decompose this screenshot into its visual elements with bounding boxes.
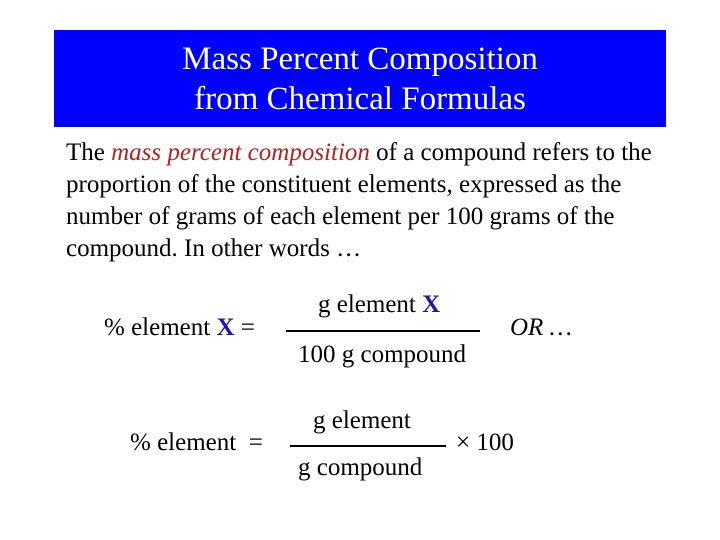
formula1-or: OR … [510,314,572,341]
formula2-multiplier: × 100 [456,429,514,456]
slide-title [54,30,666,127]
paragraph-pre: The [66,139,112,166]
paragraph-post: of a compound refers to the proportion of the constituent elements, expressed as the number of grams of each element per 100 grams of the compound. In other words … [66,139,652,262]
formula1-lhs-var: X [216,314,235,341]
formula1-numerator [318,290,440,320]
formula2-numerator: g element [313,407,411,434]
formula1-lhs-prefix: % element [104,314,217,341]
title-line-2: from Chemical Formulas [194,80,526,117]
formula1-fraction-bar [286,330,480,332]
formula1-lhs-eq: = [234,314,255,341]
formula1-denominator: 100 g compound [298,341,467,368]
formula1-numerator-var: X [422,291,441,318]
formula1-lhs [104,313,255,343]
definition-paragraph [66,137,686,265]
formula2-lhs: % element = [130,429,263,456]
formula2-fraction-bar [290,445,446,447]
paragraph-emphasis: mass percent composition [111,139,370,166]
title-line-1: Mass Percent Composition [182,40,538,77]
formula1-numerator-prefix: g element [318,291,423,318]
formula2-denominator: g compound [298,454,423,481]
